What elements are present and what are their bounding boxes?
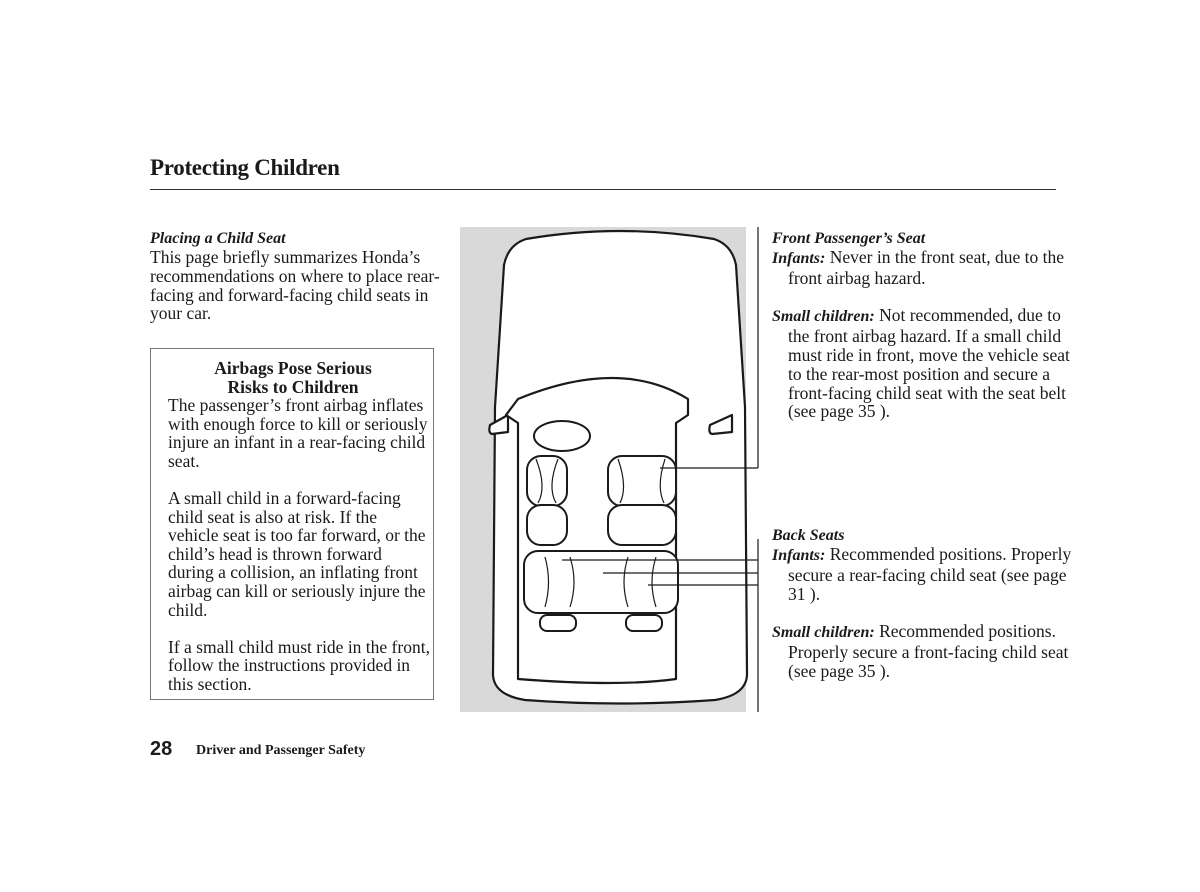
placing-body: This page briefly summarizes Honda’s recommendations on where to place rear-facing and forward-facing child seats in your car. bbox=[150, 247, 440, 324]
back-seats-heading: Back Seats bbox=[772, 527, 845, 544]
front-seat-children-text: Not recommended, due to the front airbag hazard. If a small child must ride in front, move the vehicle seat to the rear-most position and secure a front-facing child seat with the seat belt (see page 35 ). bbox=[788, 305, 1070, 422]
warning-title-line2: Risks to Children bbox=[227, 376, 359, 397]
front-seat-heading: Front Passenger’s Seat bbox=[772, 230, 926, 247]
warning-title-line1: Airbags Pose Serious bbox=[214, 358, 372, 378]
passenger-seat-back bbox=[608, 456, 676, 506]
page-number: 28 bbox=[150, 738, 173, 760]
left-rear-wheel-well bbox=[540, 615, 576, 631]
back-seats-children-label: Small children: bbox=[772, 624, 875, 642]
front-seat-infants-label: Infants: bbox=[772, 250, 826, 267]
placing-heading: Placing a Child Seat bbox=[150, 230, 286, 247]
driver-seat-cushion bbox=[527, 505, 567, 545]
front-seat-section bbox=[772, 229, 1072, 421]
passenger-seat-cushion bbox=[608, 505, 676, 545]
warning-title bbox=[151, 359, 435, 396]
front-seat-infants bbox=[772, 248, 1072, 288]
back-seats-section bbox=[772, 526, 1072, 681]
back-seats-small-children bbox=[772, 622, 1072, 680]
front-seat-children-label: Small children: bbox=[772, 308, 875, 326]
warning-paragraph-1: The passenger’s front airbag inflates with enough force to kill or seriously injure an infant in a rear-facing child seat. bbox=[168, 395, 428, 471]
title-divider bbox=[150, 189, 1056, 190]
back-seats-infants bbox=[772, 545, 1072, 603]
back-seats-infants-label: Infants: bbox=[772, 547, 826, 564]
driver-seat-back bbox=[527, 456, 567, 506]
placing-section bbox=[150, 229, 450, 323]
warning-box bbox=[150, 348, 434, 700]
back-seats-children-text: Recommended positions. Properly secure a front-facing child seat (see page 35 ). bbox=[788, 621, 1069, 681]
front-seat-infants-text: Never in the front seat, due to the front airbag hazard. bbox=[788, 247, 1064, 288]
warning-body bbox=[168, 396, 430, 712]
warning-paragraph-2: A small child in a forward-facing child seat is also at risk. If the vehicle seat is too far forward, or the child’s head is thrown forward during a collision, an inflating front airbag can kill or seriously injure the child. bbox=[168, 487, 426, 620]
warning-paragraph-3: If a small child must ride in the front, follow the instructions provided in this section. bbox=[168, 636, 430, 694]
page-title: Protecting Children bbox=[150, 155, 340, 180]
dashboard-icon bbox=[534, 421, 590, 451]
section-footer: Driver and Passenger Safety bbox=[196, 743, 366, 758]
front-seat-small-children bbox=[772, 306, 1072, 421]
car-seating-diagram bbox=[460, 227, 760, 712]
back-seats-infants-text: Recommended positions. Properly secure a rear-facing child seat (see page 31 ). bbox=[788, 544, 1072, 604]
right-rear-wheel-well bbox=[626, 615, 662, 631]
